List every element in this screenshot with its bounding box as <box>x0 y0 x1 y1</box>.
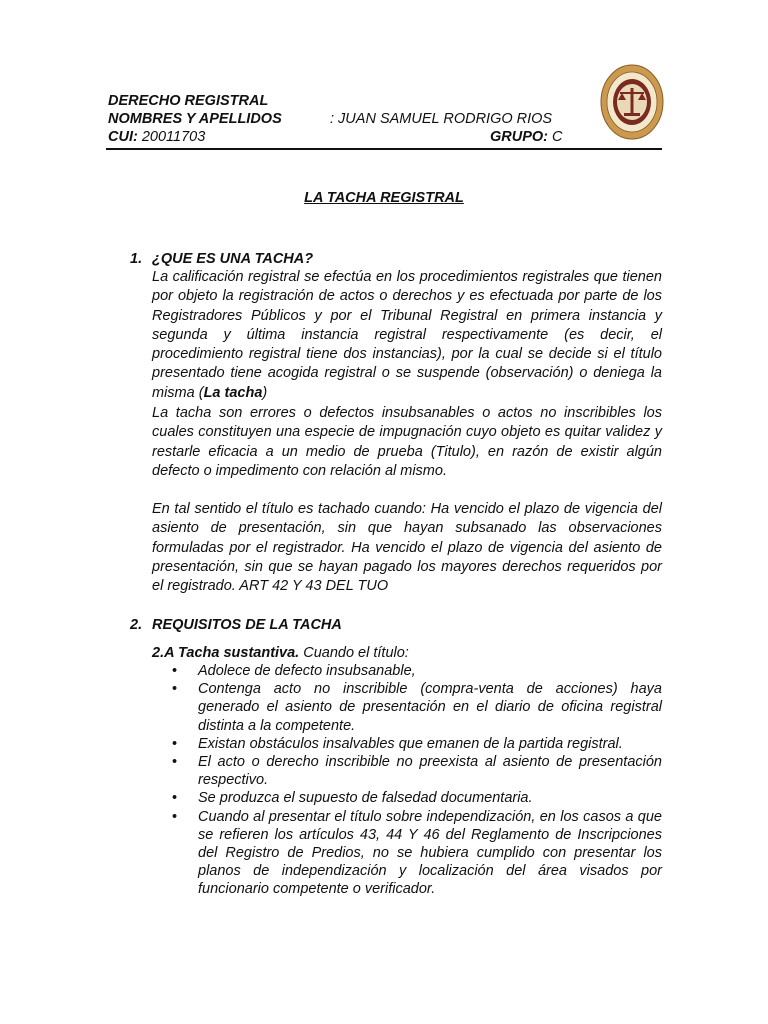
paragraph-tacha-meaning: La tacha son errores o defectos insubsanables o actos no inscribibles los cuales constituyen una especie de impugnación cuyo objeto es quitar validez y restarle eficacia a un medio de prueba (Titulo), en razón de existir algún defecto o impedimento con relación al mismo. <box>152 405 662 479</box>
requirements-list <box>172 662 662 899</box>
bullet-icon: • <box>172 735 178 752</box>
group-value: C <box>548 129 563 145</box>
paragraph-definition: La calificación registral se efectúa en los procedimientos registrales que tienen por objeto la registración de actos o derechos y es efectuada por parte de los Registradores Públicos y por el Tribunal Registral en primera instancia y segunda y última instancia registral respectivamente (es decir, el procedimiento registral tiene dos instancias), por la cual se decide si el título presentado tiene acogida registral o se suspende (observación) o deniega la misma (La tacha) <box>152 269 662 401</box>
header-divider <box>106 148 662 150</box>
section-number: 1. <box>130 251 143 267</box>
student-name: : JUAN SAMUEL RODRIGO RIOS <box>330 111 553 127</box>
list-item: • El acto o derecho inscribible no preexista al asiento de presentación respectivo. <box>172 754 662 789</box>
names-label: NOMBRES Y APELLIDOS <box>108 111 282 127</box>
bullet-icon: • <box>172 790 178 807</box>
bullet-icon: • <box>172 663 178 679</box>
bullet-icon: • <box>172 808 178 825</box>
document-title: LA TACHA REGISTRAL <box>304 190 464 206</box>
subsection-heading: 2.A Tacha sustantiva. Cuando el título: <box>152 645 409 661</box>
university-seal-icon <box>600 64 664 140</box>
list-item: • Cuando al presentar el título sobre independización, en los casos a que se refieren los artículos 43, 44 Y 46 del Reglamento de Inscripciones del Registro de Predios, no se hubiera cumplido con presentar los planos de independización y localización del área visados por funcionario competente o verificador. <box>172 808 662 898</box>
section-heading: REQUISITOS DE LA TACHA <box>152 617 342 633</box>
course-title: DERECHO REGISTRAL <box>108 93 269 109</box>
section-1-header <box>0 250 768 268</box>
list-item: • Existan obstáculos insalvables que emanen de la partida registral. <box>172 735 623 752</box>
list-item: • Adolece de defecto insubsanable, <box>172 663 416 679</box>
cui-label: CUI: <box>108 129 138 145</box>
section-number: 2. <box>130 617 143 633</box>
group-label: GRUPO: <box>490 129 548 145</box>
bullet-icon: • <box>172 681 178 698</box>
section-heading: ¿QUE ES UNA TACHA? <box>152 251 314 267</box>
cui-value: 20011703 <box>137 129 206 145</box>
list-item: • Se produzca el supuesto de falsedad documentaria. <box>172 790 533 807</box>
bullet-icon: • <box>172 754 178 771</box>
bold-term: La tacha <box>203 384 263 401</box>
paragraph-tacha-cases: En tal sentido el título es tachado cuando: Ha vencido el plazo de vigencia del asiento de presentación, sin que hayan subsanado las observaciones formuladas por el registrador. Ha vencido el plazo de vigencia del asiento de presentación, sin que se hayan pagado los mayores derechos requeridos por el registrado. ART 42 Y 43 DEL TUO <box>152 501 662 595</box>
group-line <box>490 128 563 146</box>
list-item: • Contenga acto no inscribible (compra-venta de acciones) haya generado el asiento de presentación en el diario de oficina registral distinta a la competente. <box>172 681 662 734</box>
cui-line <box>108 128 205 146</box>
section-2-header <box>0 616 768 634</box>
